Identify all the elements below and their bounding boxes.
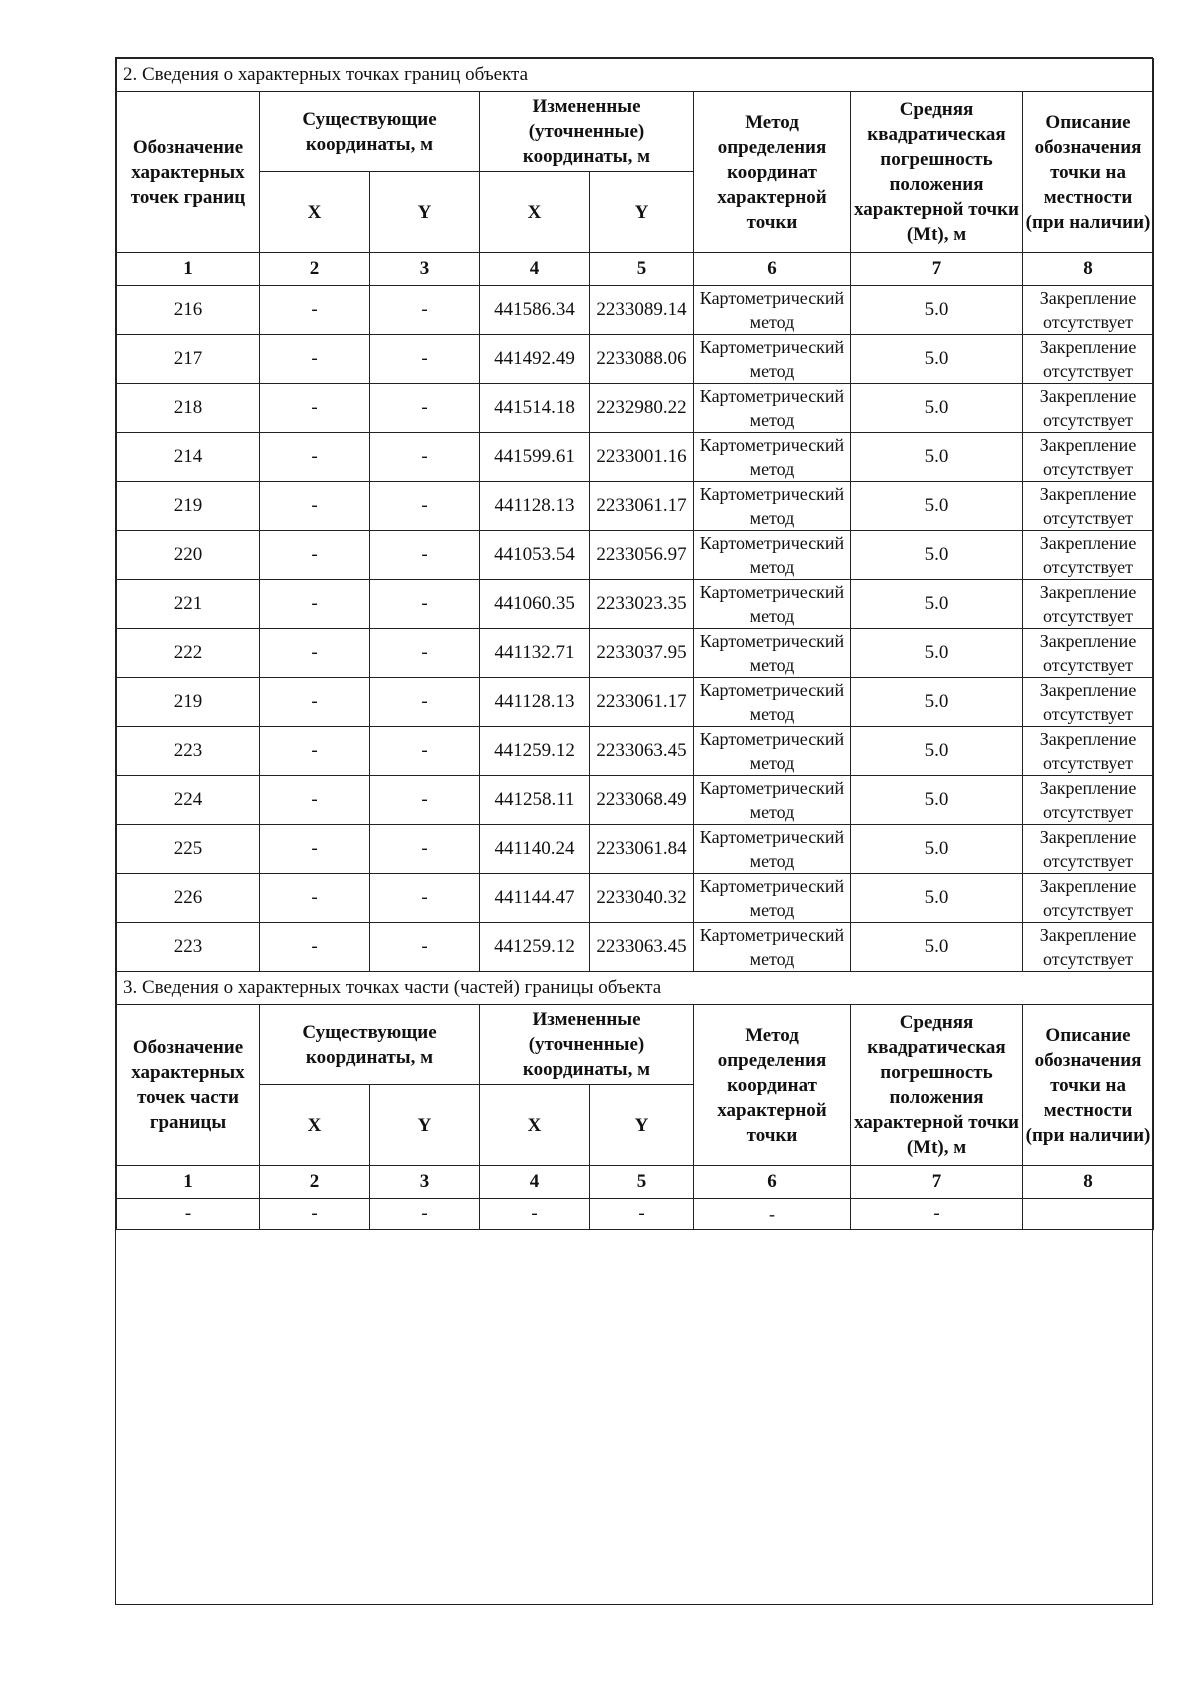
mt-cell: 5.0 <box>851 629 1023 678</box>
changed-x-cell: 441599.61 <box>480 433 590 482</box>
changed-y-cell: 2233023.35 <box>590 580 694 629</box>
existing-y-cell: - <box>370 433 480 482</box>
point-cell: 217 <box>117 335 260 384</box>
method-cell: Картометрический метод <box>694 384 851 433</box>
changed-y-cell: 2233040.32 <box>590 874 694 923</box>
section-3-title: 3. Сведения о характерных точках части (частей) границы объекта <box>117 972 1154 1005</box>
header-designation: Обозначение характерных точек границ <box>117 92 260 253</box>
header-description: Описание обозначения точки на местности (при наличии) <box>1023 1005 1154 1166</box>
existing-x-cell: - <box>260 678 370 727</box>
changed-y-cell: - <box>590 1199 694 1230</box>
changed-y-cell: 2233063.45 <box>590 727 694 776</box>
description-cell: Закрепление отсутствует <box>1023 482 1154 531</box>
existing-y-cell: - <box>370 923 480 972</box>
changed-y-cell: 2233061.84 <box>590 825 694 874</box>
existing-x-cell: - <box>260 482 370 531</box>
changed-y-cell: 2233068.49 <box>590 776 694 825</box>
description-cell: Закрепление отсутствует <box>1023 433 1154 482</box>
method-cell: Картометрический метод <box>694 727 851 776</box>
description-cell: Закрепление отсутствует <box>1023 825 1154 874</box>
table-row <box>117 776 1154 825</box>
changed-y-cell: 2233056.97 <box>590 531 694 580</box>
existing-y-cell: - <box>370 1199 480 1230</box>
existing-y-cell: - <box>370 678 480 727</box>
existing-y-cell: - <box>370 629 480 678</box>
description-cell: Закрепление отсутствует <box>1023 531 1154 580</box>
table-row <box>117 678 1154 727</box>
header-changed-x: X <box>480 1085 590 1166</box>
mt-cell: 5.0 <box>851 874 1023 923</box>
method-cell: - <box>694 1199 851 1230</box>
changed-y-cell: 2232980.22 <box>590 384 694 433</box>
table-row <box>117 825 1154 874</box>
description-cell: Закрепление отсутствует <box>1023 727 1154 776</box>
table-row <box>117 433 1154 482</box>
point-cell: - <box>117 1199 260 1230</box>
mt-cell: 5.0 <box>851 433 1023 482</box>
header-existing-coords: Существующие координаты, м <box>260 92 480 172</box>
changed-x-cell: 441514.18 <box>480 384 590 433</box>
column-numbers-row <box>117 253 1154 286</box>
existing-x-cell: - <box>260 384 370 433</box>
column-number: 3 <box>370 253 480 286</box>
column-number: 6 <box>694 253 851 286</box>
changed-x-cell: 441144.47 <box>480 874 590 923</box>
description-cell: Закрепление отсутствует <box>1023 286 1154 335</box>
column-number: 8 <box>1023 1166 1154 1199</box>
changed-x-cell: 441258.11 <box>480 776 590 825</box>
header-method: Метод определения координат характерной точки <box>694 1005 851 1166</box>
header-existing-coords: Существующие координаты, м <box>260 1005 480 1085</box>
table-row <box>117 923 1154 972</box>
header-changed-coords: Измененные (уточненные) координаты, м <box>480 1005 694 1085</box>
method-cell: Картометрический метод <box>694 629 851 678</box>
method-cell: Картометрический метод <box>694 874 851 923</box>
point-cell: 220 <box>117 531 260 580</box>
header-changed-y: Y <box>590 1085 694 1166</box>
point-cell: 222 <box>117 629 260 678</box>
header-changed-coords: Измененные (уточненные) координаты, м <box>480 92 694 172</box>
mt-cell: 5.0 <box>851 923 1023 972</box>
method-cell: Картометрический метод <box>694 335 851 384</box>
table-row <box>117 384 1154 433</box>
header-existing-x: X <box>260 1085 370 1166</box>
coordinates-table <box>116 58 1154 1230</box>
existing-x-cell: - <box>260 874 370 923</box>
existing-y-cell: - <box>370 580 480 629</box>
header-error: Средняя квадратическая погрешность положения характерной точки (Mt), м <box>851 92 1023 253</box>
existing-x-cell: - <box>260 776 370 825</box>
header-existing-y: Y <box>370 1085 480 1166</box>
description-cell: Закрепление отсутствует <box>1023 678 1154 727</box>
point-cell: 216 <box>117 286 260 335</box>
column-number: 7 <box>851 253 1023 286</box>
existing-x-cell: - <box>260 825 370 874</box>
point-cell: 223 <box>117 923 260 972</box>
mt-cell: 5.0 <box>851 776 1023 825</box>
method-cell: Картометрический метод <box>694 923 851 972</box>
column-number: 4 <box>480 1166 590 1199</box>
column-number: 2 <box>260 253 370 286</box>
existing-y-cell: - <box>370 384 480 433</box>
description-cell: Закрепление отсутствует <box>1023 580 1154 629</box>
existing-y-cell: - <box>370 776 480 825</box>
changed-x-cell: 441140.24 <box>480 825 590 874</box>
existing-x-cell: - <box>260 433 370 482</box>
method-cell: Картометрический метод <box>694 286 851 335</box>
column-number: 8 <box>1023 253 1154 286</box>
section-2-title: 2. Сведения о характерных точках границ объекта <box>117 59 1154 92</box>
header-changed-y: Y <box>590 172 694 253</box>
changed-y-cell: 2233063.45 <box>590 923 694 972</box>
existing-y-cell: - <box>370 482 480 531</box>
changed-y-cell: 2233061.17 <box>590 482 694 531</box>
method-cell: Картометрический метод <box>694 482 851 531</box>
method-cell: Картометрический метод <box>694 433 851 482</box>
existing-x-cell: - <box>260 1199 370 1230</box>
header-existing-y: Y <box>370 172 480 253</box>
description-cell: Закрепление отсутствует <box>1023 384 1154 433</box>
changed-x-cell: 441128.13 <box>480 678 590 727</box>
description-cell: Закрепление отсутствует <box>1023 629 1154 678</box>
description-cell: Закрепление отсутствует <box>1023 335 1154 384</box>
description-cell: Закрепление отсутствует <box>1023 776 1154 825</box>
changed-x-cell: 441132.71 <box>480 629 590 678</box>
point-cell: 219 <box>117 678 260 727</box>
point-cell: 224 <box>117 776 260 825</box>
method-cell: Картометрический метод <box>694 678 851 727</box>
header-method: Метод определения координат характерной точки <box>694 92 851 253</box>
existing-x-cell: - <box>260 335 370 384</box>
mt-cell: 5.0 <box>851 727 1023 776</box>
table-row <box>117 335 1154 384</box>
description-cell: Закрепление отсутствует <box>1023 923 1154 972</box>
changed-x-cell: 441259.12 <box>480 727 590 776</box>
column-number: 3 <box>370 1166 480 1199</box>
column-numbers-row <box>117 1166 1154 1199</box>
changed-x-cell: 441586.34 <box>480 286 590 335</box>
changed-y-cell: 2233061.17 <box>590 678 694 727</box>
existing-x-cell: - <box>260 580 370 629</box>
changed-x-cell: 441492.49 <box>480 335 590 384</box>
column-number: 1 <box>117 253 260 286</box>
existing-y-cell: - <box>370 531 480 580</box>
table-row <box>117 874 1154 923</box>
header-description: Описание обозначения точки на местности (при наличии) <box>1023 92 1154 253</box>
changed-x-cell: 441060.35 <box>480 580 590 629</box>
column-number: 2 <box>260 1166 370 1199</box>
table-row <box>117 531 1154 580</box>
point-cell: 223 <box>117 727 260 776</box>
point-cell: 219 <box>117 482 260 531</box>
mt-cell: 5.0 <box>851 482 1023 531</box>
existing-x-cell: - <box>260 286 370 335</box>
document-frame <box>115 57 1153 1605</box>
changed-x-cell: 441128.13 <box>480 482 590 531</box>
column-number: 6 <box>694 1166 851 1199</box>
method-cell: Картометрический метод <box>694 825 851 874</box>
existing-y-cell: - <box>370 286 480 335</box>
existing-y-cell: - <box>370 727 480 776</box>
changed-y-cell: 2233089.14 <box>590 286 694 335</box>
existing-y-cell: - <box>370 825 480 874</box>
header-existing-x: X <box>260 172 370 253</box>
existing-x-cell: - <box>260 923 370 972</box>
table-row <box>117 727 1154 776</box>
table-row <box>117 482 1154 531</box>
table-row <box>117 580 1154 629</box>
header-changed-x: X <box>480 172 590 253</box>
existing-y-cell: - <box>370 874 480 923</box>
column-number: 7 <box>851 1166 1023 1199</box>
mt-cell: 5.0 <box>851 335 1023 384</box>
existing-x-cell: - <box>260 531 370 580</box>
header-error: Средняя квадратическая погрешность положения характерной точки (Mt), м <box>851 1005 1023 1166</box>
changed-x-cell: 441259.12 <box>480 923 590 972</box>
column-number: 1 <box>117 1166 260 1199</box>
column-number: 4 <box>480 253 590 286</box>
mt-cell: 5.0 <box>851 531 1023 580</box>
point-cell: 226 <box>117 874 260 923</box>
point-cell: 221 <box>117 580 260 629</box>
mt-cell: - <box>851 1199 1023 1230</box>
column-number: 5 <box>590 253 694 286</box>
method-cell: Картометрический метод <box>694 776 851 825</box>
changed-x-cell: 441053.54 <box>480 531 590 580</box>
changed-y-cell: 2233001.16 <box>590 433 694 482</box>
table-row <box>117 286 1154 335</box>
existing-x-cell: - <box>260 727 370 776</box>
description-cell <box>1023 1199 1154 1230</box>
mt-cell: 5.0 <box>851 286 1023 335</box>
point-cell: 214 <box>117 433 260 482</box>
changed-x-cell: - <box>480 1199 590 1230</box>
method-cell: Картометрический метод <box>694 580 851 629</box>
changed-y-cell: 2233037.95 <box>590 629 694 678</box>
point-cell: 218 <box>117 384 260 433</box>
mt-cell: 5.0 <box>851 580 1023 629</box>
changed-y-cell: 2233088.06 <box>590 335 694 384</box>
mt-cell: 5.0 <box>851 678 1023 727</box>
table-row <box>117 1199 1154 1230</box>
header-designation: Обозначение характерных точек части границы <box>117 1005 260 1166</box>
method-cell: Картометрический метод <box>694 531 851 580</box>
mt-cell: 5.0 <box>851 384 1023 433</box>
description-cell: Закрепление отсутствует <box>1023 874 1154 923</box>
existing-y-cell: - <box>370 335 480 384</box>
point-cell: 225 <box>117 825 260 874</box>
table-row <box>117 629 1154 678</box>
mt-cell: 5.0 <box>851 825 1023 874</box>
column-number: 5 <box>590 1166 694 1199</box>
existing-x-cell: - <box>260 629 370 678</box>
